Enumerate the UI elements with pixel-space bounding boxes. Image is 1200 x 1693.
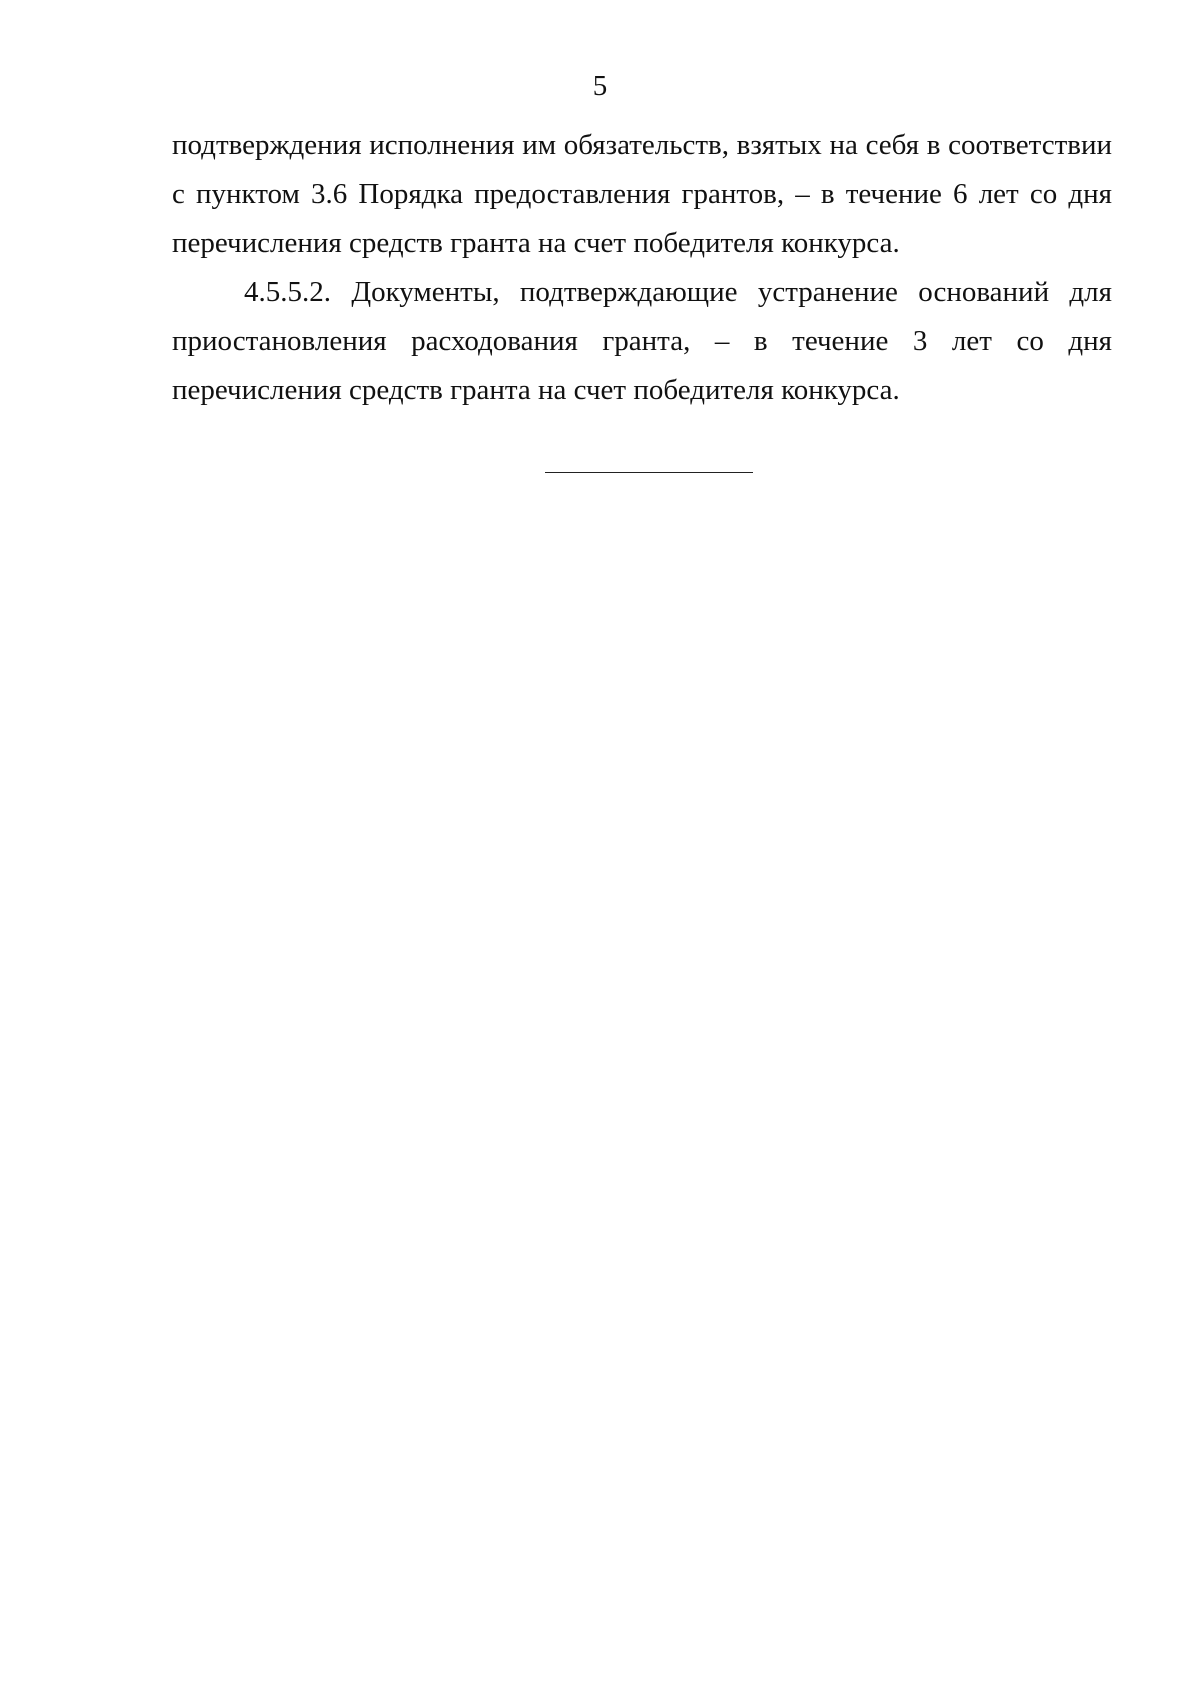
document-body [172,121,1112,415]
text-line: перечисления средств гранта на счет победителя конкурса. [172,374,900,406]
text-line: подтверждения исполнения им обязательств, взятых на себя в соответствии [172,129,1112,161]
text-line: перечисления средств гранта на счет победителя конкурса. [172,227,900,259]
paragraph-4-5-5-2 [172,268,1112,415]
text-line: 4.5.5.2. Документы, подтверждающие устранение оснований для [244,276,1112,308]
text-line: приостановления расходования гранта, – в течение 3 лет со дня [172,325,1112,357]
page-number: 5 [592,70,608,102]
paragraph-continuation [172,121,1112,268]
text-line: с пунктом 3.6 Порядка предоставления грантов, – в течение 6 лет со дня [172,178,1112,210]
end-of-document-rule [545,472,753,473]
